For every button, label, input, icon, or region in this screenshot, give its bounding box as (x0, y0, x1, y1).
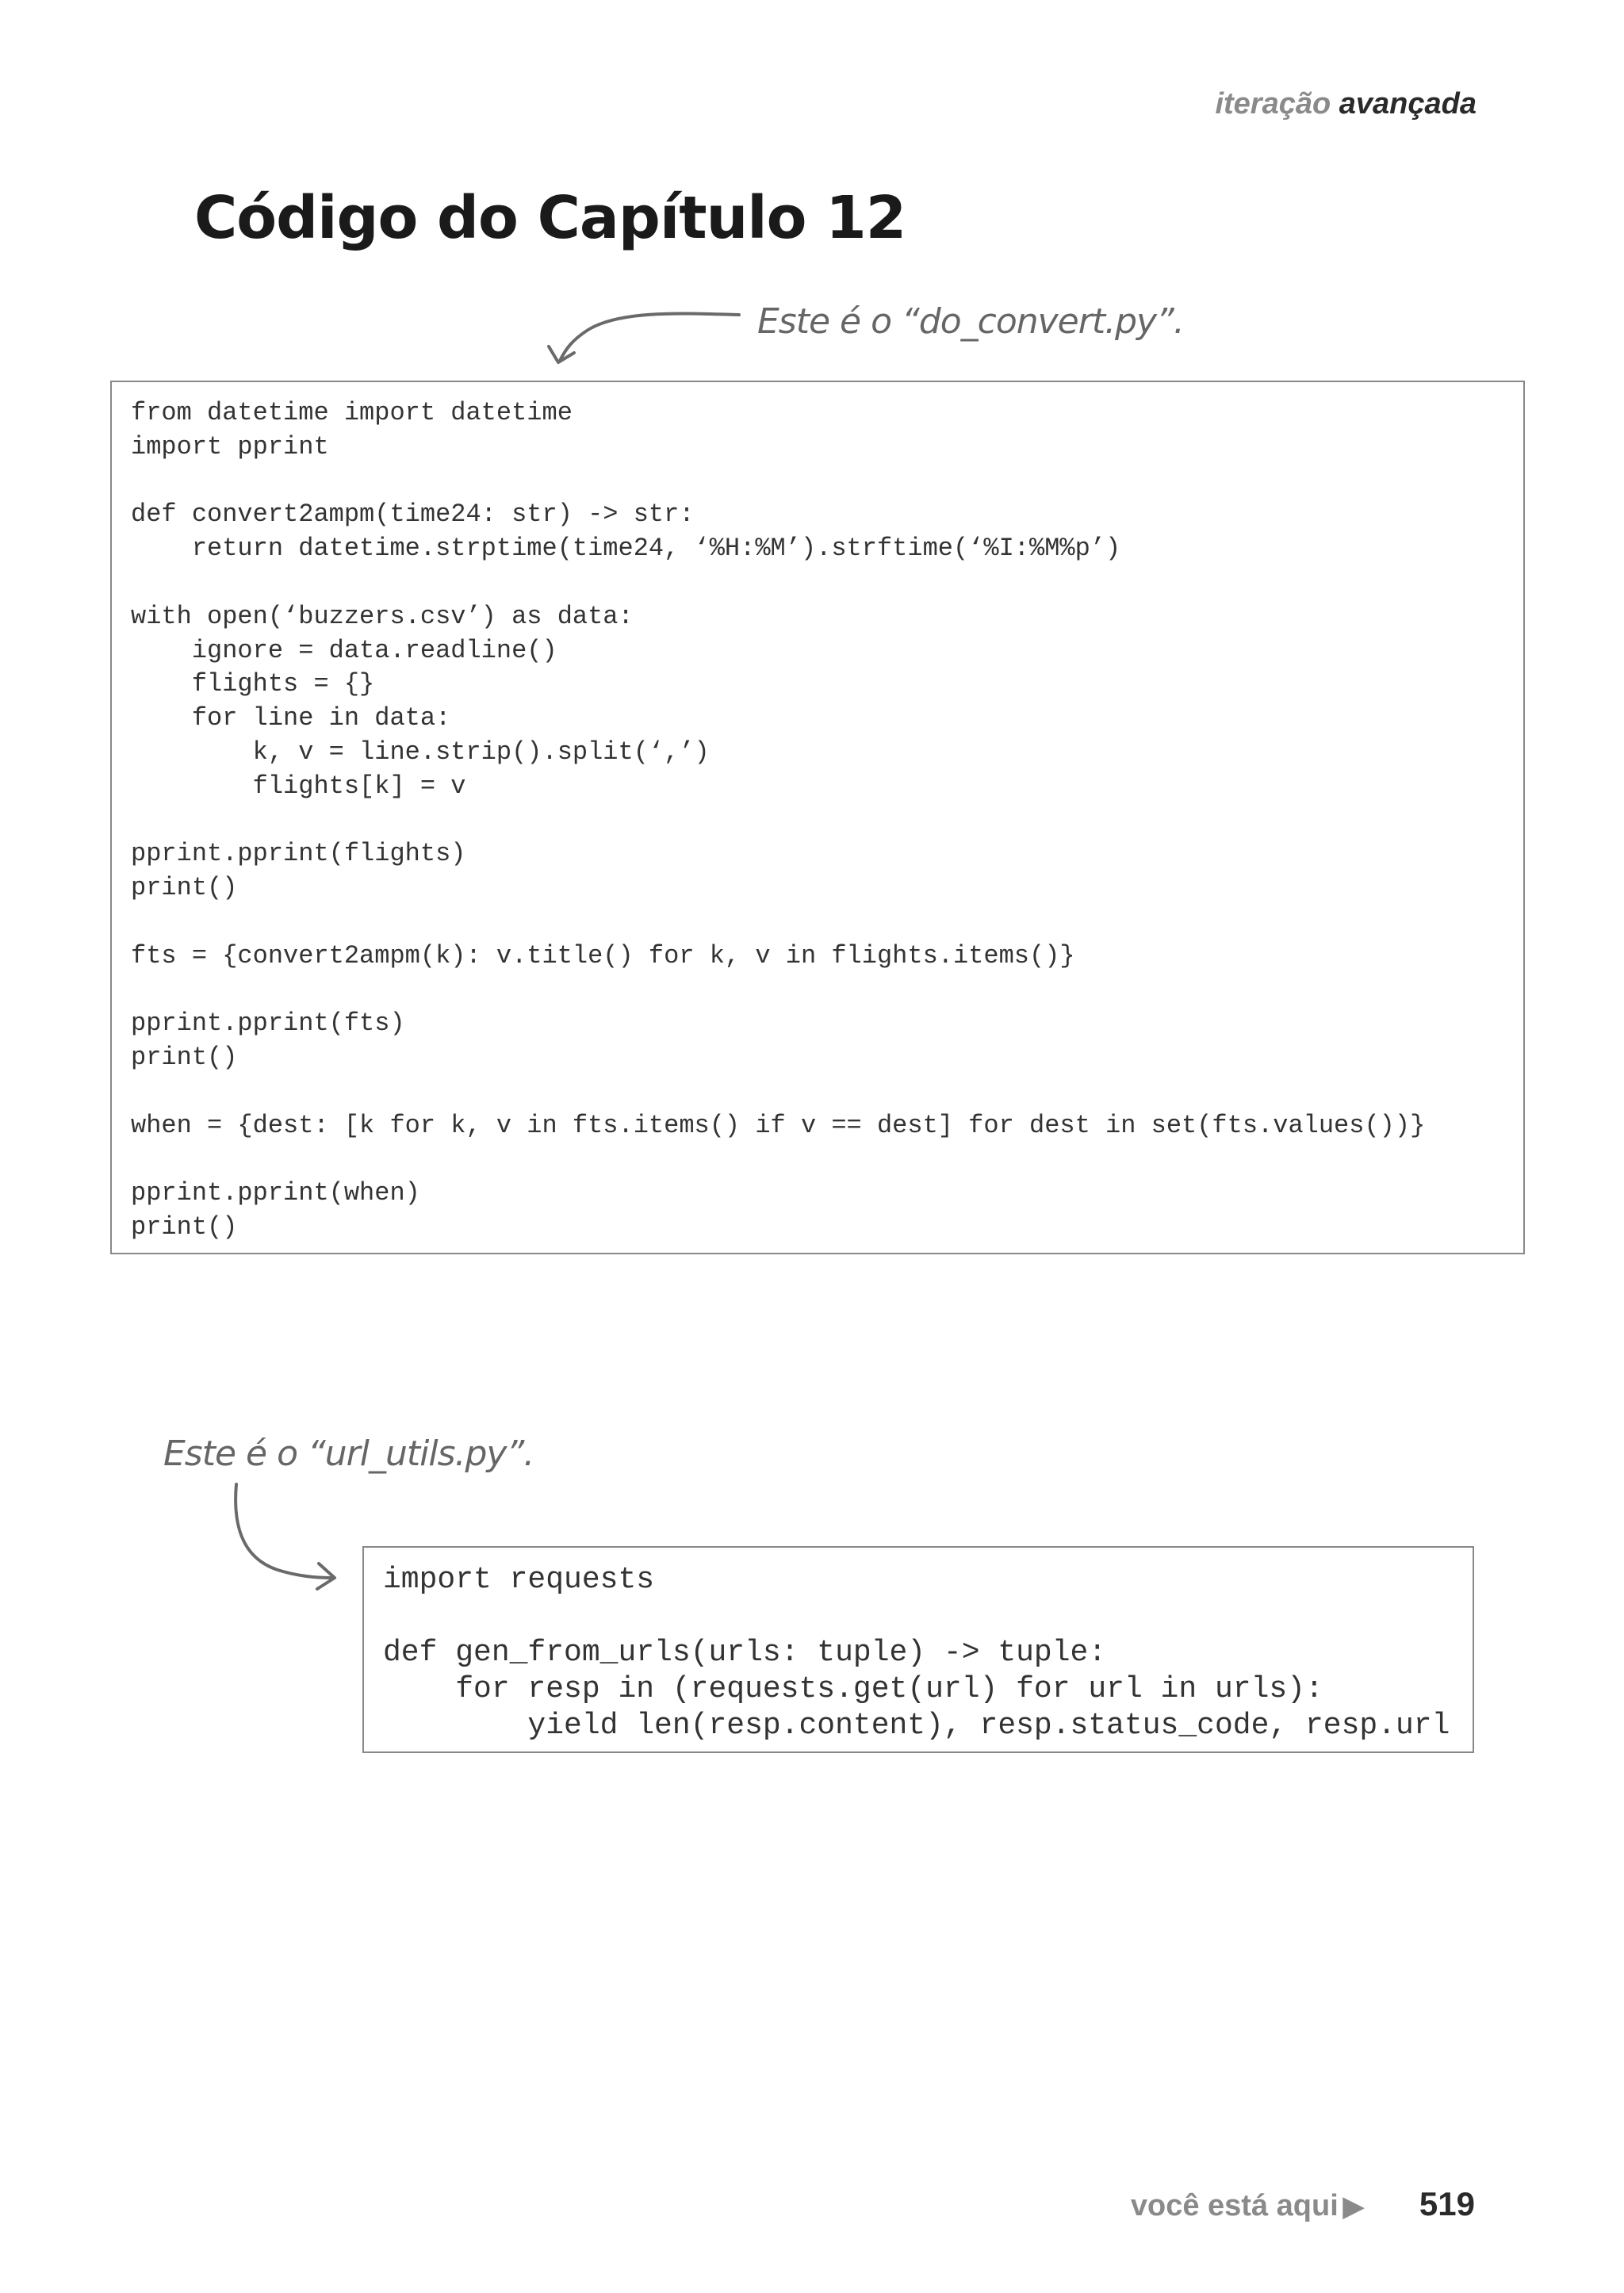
code-block-do-convert (110, 381, 1525, 1254)
annotation-do-convert: Este é o “do_convert.py”. (757, 301, 1184, 342)
running-head (1215, 87, 1477, 121)
you-are-here-label: você está aqui (1130, 2189, 1339, 2222)
page-title: Código do Capítulo 12 (194, 184, 906, 252)
annotation-url-utils: Este é o “url_utils.py”. (163, 1434, 534, 1474)
page-number: 519 (1419, 2185, 1475, 2222)
page-footer (1131, 2185, 1475, 2223)
arrow-icon (531, 305, 745, 369)
arrow-icon (222, 1481, 349, 1592)
code-block-url-utils (362, 1546, 1474, 1753)
running-head-section: iteração (1215, 87, 1331, 121)
code-listing-do-convert: from datetime import datetime import pprint def convert2ampm(time24: str) -> str: return datetime.strptime(time24, ‘%H:%M’).strftime(‘%I:%M%p’) with open(‘buzzers.csv’) as data: ignore = data.readline() flights = {} for line in data: k, v = line.strip().split(‘,’) flights[k] = v pprint.pprint(flights) print() fts = {convert2ampm(k): v.title() for k, v in flights.items()} pprint.pprint(fts) print() when = {dest: [k for k, v in fts.items() if v == dest] for dest in set(fts.values())} pprint.pprint(when) print() (131, 398, 1426, 1242)
running-head-topic: avançada (1339, 87, 1477, 121)
code-listing-url-utils: import requests def gen_from_urls(urls: tuple) -> tuple: for resp in (requests.get(url) for url in urls): yield len(resp.content), resp.status_code, resp.url (383, 1563, 1450, 1743)
triangle-right-icon: ▶ (1342, 2192, 1364, 2222)
